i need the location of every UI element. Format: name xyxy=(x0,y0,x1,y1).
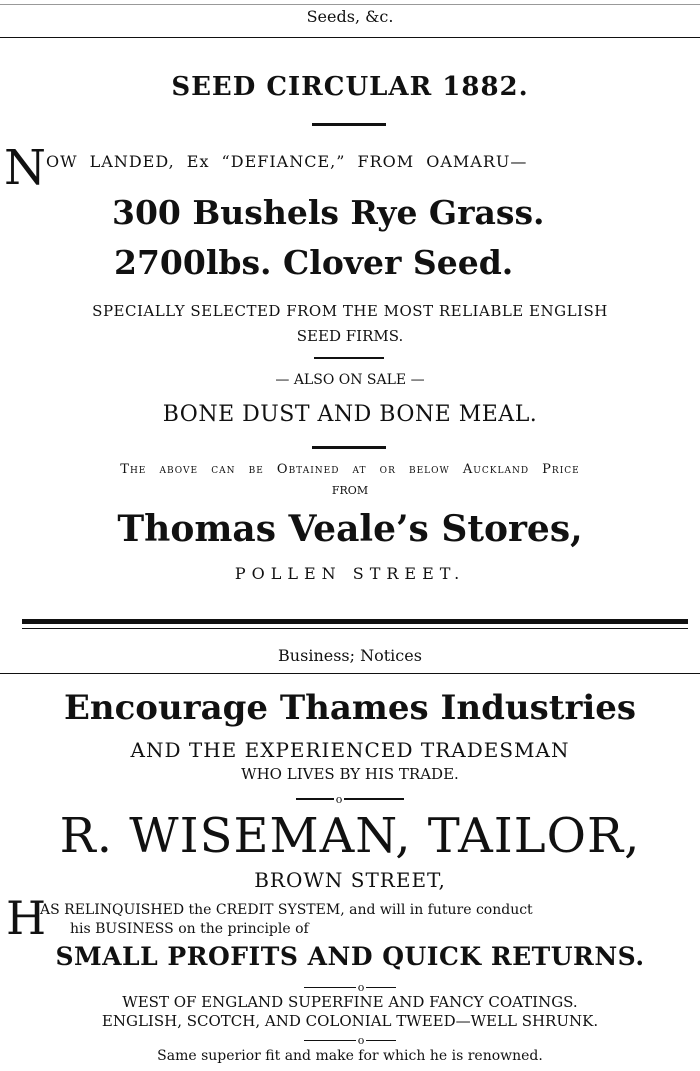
experienced-tradesman: AND THE EXPERIENCED TRADESMAN xyxy=(130,738,570,762)
seed-circular-title: SEED CIRCULAR 1882. xyxy=(171,72,529,102)
bone-dust-line: BONE DUST AND BONE MEAL. xyxy=(162,402,538,427)
business-header-rule xyxy=(0,673,700,674)
english-scotch-line: ENGLISH, SCOTCH, AND COLONIAL TWEED—WELL SHRUNK. xyxy=(101,1012,599,1030)
above-from-line: FROM xyxy=(331,484,369,497)
seed-firms-rule xyxy=(314,357,384,359)
clover-seed-line: 2700lbs. Clover Seed. xyxy=(114,243,514,282)
divider-o-2 xyxy=(0,980,700,994)
has-dropcap: H xyxy=(6,891,47,945)
brown-street: BROWN STREET, xyxy=(254,868,446,892)
west-of-england-line: WEST OF ENGLAND SUPERFINE AND FANCY COATINGS. xyxy=(122,993,578,1011)
seeds-header-rule xyxy=(0,37,700,38)
top-rule xyxy=(0,4,700,5)
thomas-veale-stores: Thomas Veale’s Stores, xyxy=(117,508,583,550)
now-landed-text: OW LANDED, Ex “DEFIANCE,” FROM OAMARU— xyxy=(46,152,528,171)
pollen-street: POLLEN STREET. xyxy=(234,564,466,583)
lives-by-trade: WHO LIVES BY HIS TRADE. xyxy=(241,765,459,783)
above-obtained-line: The above can be Obtained at or below Auckland Price xyxy=(120,462,580,477)
business-notices-header: Business; Notices xyxy=(278,646,422,665)
section-divider-heavy xyxy=(22,619,688,624)
section-divider-thin xyxy=(22,628,688,629)
same-superior-fit-line: Same superior fit and make for which he is renowned. xyxy=(157,1048,543,1064)
also-on-sale: — ALSO ON SALE — xyxy=(275,372,425,388)
now-landed-line xyxy=(4,140,528,196)
small-profits-quick-returns: SMALL PROFITS AND QUICK RETURNS. xyxy=(55,942,645,971)
now-landed-dropcap: N xyxy=(4,140,46,196)
has-relinquished-line1: AS RELINQUISHED the CREDIT SYSTEM, and will in future conduct xyxy=(40,902,533,918)
bone-dust-rule xyxy=(312,446,386,449)
divider-o-3 xyxy=(0,1033,700,1047)
has-relinquished-line2: his BUSINESS on the principle of xyxy=(70,921,309,937)
encourage-thames-industries: Encourage Thames Industries xyxy=(63,688,637,728)
divider-o-mark: o xyxy=(335,792,343,806)
divider-o-mark-2: o xyxy=(357,980,365,994)
specially-selected-line1: SPECIALLY SELECTED FROM THE MOST RELIABLE ENGLISH xyxy=(92,302,608,320)
seeds-section-header: Seeds, &c. xyxy=(306,7,394,26)
rye-grass-line: 300 Bushels Rye Grass. xyxy=(112,193,545,232)
divider-o-mark-3: o xyxy=(357,1033,365,1047)
title-underline xyxy=(312,123,386,126)
divider-o-1 xyxy=(0,792,700,806)
wiseman-tailor: R. WISEMAN, TAILOR, xyxy=(59,808,641,864)
specially-selected-line2: SEED FIRMS. xyxy=(296,327,404,345)
